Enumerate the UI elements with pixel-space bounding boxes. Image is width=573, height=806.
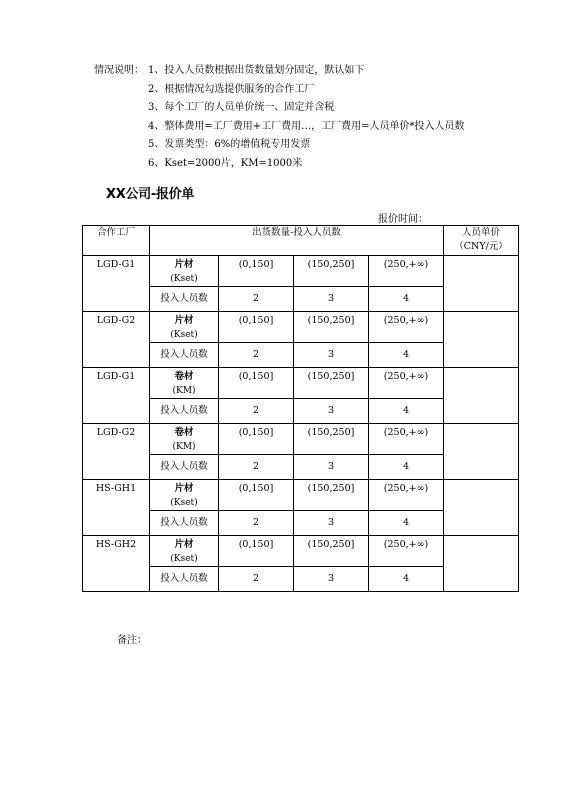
table-row [83, 256, 519, 287]
range-cell: (250,+∞) [369, 368, 444, 399]
note-item: 6、Kset=2000片，KM=1000米 [148, 157, 303, 169]
material-cell [150, 312, 219, 343]
range-cell: (250,+∞) [369, 424, 444, 455]
quote-table [82, 225, 519, 592]
material-cell [150, 424, 219, 455]
material-type: 片材 [174, 315, 194, 326]
note-row [94, 81, 465, 100]
remark-label: 备注： [117, 635, 147, 646]
staff-count-cell: 3 [294, 567, 369, 592]
quote-time-label: 报价时间： [378, 214, 428, 225]
range-cell: (250,+∞) [369, 480, 444, 511]
material-cell [150, 256, 219, 287]
note-row [94, 62, 465, 81]
range-cell: (250,+∞) [369, 536, 444, 567]
staff-count-cell: 2 [219, 287, 294, 312]
staff-count-cell: 2 [219, 343, 294, 368]
header-unit-price-line1: 人员单价 [462, 227, 501, 238]
staff-label-cell: 投入人员数 [150, 455, 219, 480]
staff-count-cell: 4 [369, 343, 444, 368]
material-unit: (KM) [172, 386, 196, 396]
range-cell: (0,150] [219, 536, 294, 567]
note-row [94, 155, 465, 174]
header-unit-price-line2: （CNY/元） [454, 241, 508, 252]
material-unit: (Kset) [170, 330, 198, 340]
note-item: 1、投入人员数根据出货数量划分固定，默认如下 [148, 65, 365, 76]
header-volume: 出货数量-投入人员数 [150, 226, 444, 256]
staff-count-cell: 2 [219, 455, 294, 480]
staff-label-cell: 投入人员数 [150, 511, 219, 536]
note-item: 2、根据情况勾选提供服务的合作工厂 [148, 83, 315, 95]
staff-count-cell: 3 [294, 287, 369, 312]
material-cell [150, 480, 219, 511]
range-cell: (150,250] [294, 368, 369, 399]
note-row [94, 118, 465, 137]
note-row [94, 99, 465, 118]
material-unit: (Kset) [170, 498, 198, 508]
material-unit: (Kset) [170, 554, 198, 564]
document-title: XX公司-报价单 [106, 187, 195, 202]
range-cell: (150,250] [294, 256, 369, 287]
staff-count-cell: 4 [369, 287, 444, 312]
range-cell: (250,+∞) [369, 312, 444, 343]
note-row [94, 136, 465, 155]
material-cell [150, 368, 219, 399]
staff-count-cell: 2 [219, 399, 294, 424]
factory-cell: LGD-G2 [83, 424, 150, 480]
staff-count-cell: 2 [219, 511, 294, 536]
material-unit: (KM) [172, 442, 196, 452]
material-type: 卷材 [174, 427, 194, 438]
material-type: 卷材 [174, 371, 194, 382]
range-cell: (150,250] [294, 424, 369, 455]
staff-label-cell: 投入人员数 [150, 399, 219, 424]
material-type: 片材 [174, 483, 194, 494]
range-cell: (150,250] [294, 480, 369, 511]
factory-cell: HS-GH1 [83, 480, 150, 536]
table-row [83, 480, 519, 511]
unit-price-input-cell[interactable] [444, 256, 519, 312]
material-unit: (Kset) [170, 274, 198, 284]
range-cell: (0,150] [219, 256, 294, 287]
range-cell: (0,150] [219, 424, 294, 455]
staff-count-cell: 2 [219, 567, 294, 592]
material-type: 片材 [174, 539, 194, 550]
staff-count-cell: 3 [294, 511, 369, 536]
header-factory: 合作工厂 [83, 226, 150, 256]
factory-cell: LGD-G1 [83, 256, 150, 312]
material-cell [150, 536, 219, 567]
staff-count-cell: 3 [294, 455, 369, 480]
unit-price-input-cell[interactable] [444, 312, 519, 368]
note-item: 5、发票类型：6%的增值税专用发票 [148, 139, 311, 150]
table-row [83, 368, 519, 399]
notes-section [94, 62, 465, 173]
unit-price-input-cell[interactable] [444, 480, 519, 536]
table-row [83, 312, 519, 343]
staff-count-cell: 4 [369, 511, 444, 536]
factory-cell: LGD-G1 [83, 368, 150, 424]
range-cell: (0,150] [219, 368, 294, 399]
staff-count-cell: 4 [369, 399, 444, 424]
factory-cell: LGD-G2 [83, 312, 150, 368]
unit-price-input-cell[interactable] [444, 368, 519, 424]
unit-price-input-cell[interactable] [444, 536, 519, 592]
unit-price-input-cell[interactable] [444, 424, 519, 480]
factory-cell: HS-GH2 [83, 536, 150, 592]
range-cell: (250,+∞) [369, 256, 444, 287]
range-cell: (0,150] [219, 480, 294, 511]
note-item: 4、整体费用=工厂费用+工厂费用…，工厂费用=人员单价*投入人员数 [148, 120, 465, 132]
table-row [83, 536, 519, 567]
material-type: 片材 [174, 259, 194, 270]
staff-label-cell: 投入人员数 [150, 567, 219, 592]
staff-count-cell: 3 [294, 399, 369, 424]
staff-label-cell: 投入人员数 [150, 287, 219, 312]
staff-count-cell: 4 [369, 455, 444, 480]
staff-count-cell: 3 [294, 343, 369, 368]
note-item: 3、每个工厂的人员单价统一、固定并含税 [148, 102, 335, 113]
range-cell: (150,250] [294, 536, 369, 567]
notes-label: 情况说明： [94, 65, 144, 76]
header-unit-price [444, 226, 519, 256]
staff-label-cell: 投入人员数 [150, 343, 219, 368]
table-header-row [83, 226, 519, 256]
staff-count-cell: 4 [369, 567, 444, 592]
range-cell: (0,150] [219, 312, 294, 343]
table-row [83, 424, 519, 455]
range-cell: (150,250] [294, 312, 369, 343]
